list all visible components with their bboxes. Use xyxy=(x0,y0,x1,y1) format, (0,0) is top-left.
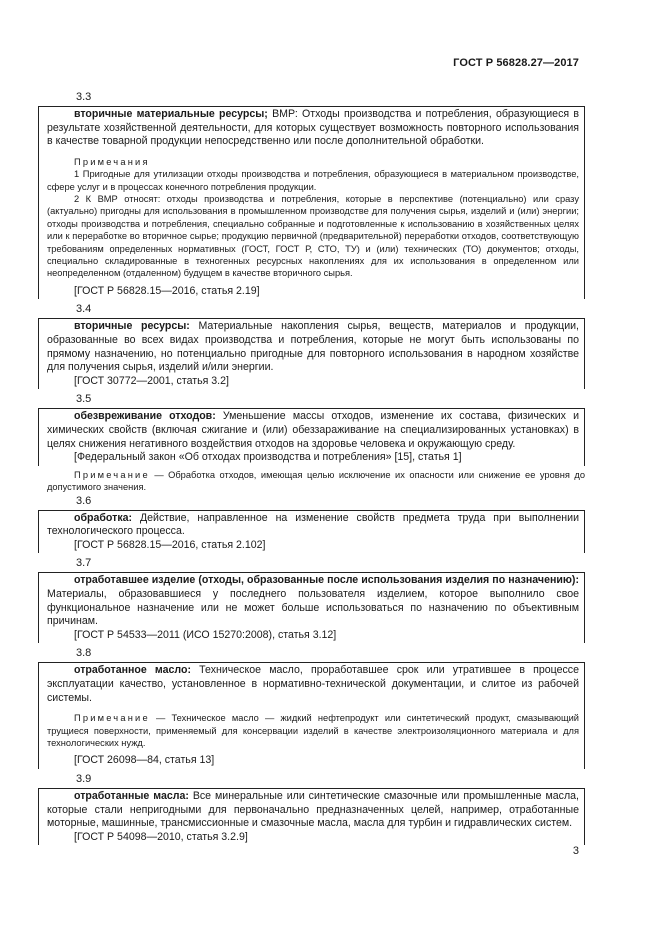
term-reference: [ГОСТ Р 54098—2010, статья 3.2.9] xyxy=(74,830,248,843)
term-number: 3.7 xyxy=(76,557,92,570)
term-text: Действие, направленное на изменение свойств предмета труда при выполнении технологического процесса. xyxy=(47,511,579,538)
term-entry xyxy=(38,302,585,389)
term-entry xyxy=(38,494,585,554)
term-reference: [ГОСТ 30772—2001, статья 3.2] xyxy=(74,374,229,387)
terms-list xyxy=(38,90,585,848)
term-box xyxy=(38,510,585,554)
notes-block xyxy=(47,156,579,280)
term-box xyxy=(38,106,585,299)
term-name: вторичные материальные ресурсы; xyxy=(74,108,268,120)
term-number: 3.3 xyxy=(76,91,92,103)
term-text: ВМР: Отходы производства и потребления, образующиеся в результате хозяйственной деятельности, для которых существует возможность повторного использования в качестве товарной продукции непосредственно или после дополнительной обработки. xyxy=(47,108,579,148)
term-text: Уменьшение массы отходов, изменение их состава, физических и химических свойств (включая сжигание и (или) обеззараживание на специализированных установках) в целях снижения негативного воздействия отходов на здоровье человека и окружающую среду. xyxy=(47,410,579,450)
note-item: 2 К ВМР относят: отходы производства и потребления, которые в перспективе (потенциально) или сразу (актуально) пригодны для использования в промышленном производстве для получения сырья, изделий и (или) энергии; отходы производства и потребления, специально собранные и подготовленные к использованию в хозяйственных целях или к переработке во вторичное сырье; продукцию первичной (предварительной) переработки отходов, соответствующую требованиям определенных нормативных (ГОСТ, ГОСТ Р, СТО, ТУ) и (или) технических (ТО) документов; отходы, специально складированные в техногенных ресурсных накоплениях для их использования в определенном или неопределенном (отдаленном) будущем в качестве вторичного сырья. xyxy=(47,194,579,279)
term-definition xyxy=(47,108,579,149)
note-item xyxy=(47,712,579,749)
term-entry xyxy=(38,772,585,845)
term-name: отработанные масла: xyxy=(74,789,189,802)
term-number: 3.5 xyxy=(76,393,92,406)
term-number: 3.9 xyxy=(76,772,92,785)
term-reference: [ГОСТ Р 56828.15—2016, статья 2.19] xyxy=(74,284,260,297)
term-definition xyxy=(47,574,579,628)
term-definition xyxy=(47,664,579,705)
term-name: обработка: xyxy=(74,511,133,524)
term-box xyxy=(38,662,585,769)
note-text: — Техническое масло — жидкий нефтепродукт или синтетический продукт, смазывающий трущиеся поверхности, применяемый для консервации изделий в качестве электроизоляционного материала и для технологических нужд. xyxy=(47,713,579,748)
term-entry xyxy=(38,90,585,299)
term-box xyxy=(38,318,585,389)
term-reference: [ГОСТ 26098—84, статья 13] xyxy=(74,754,215,767)
term-entry xyxy=(38,556,585,643)
term-reference: [Федеральный закон «Об отходах производства и потребления» [15], статья 1] xyxy=(74,451,462,464)
term-definition xyxy=(47,512,579,539)
term-text: Все минеральные или синтетические смазочные или промышленные масла, которые стали непригодными для первоначально предназначенных целей, например, отработанные моторные, машинные, трансмиссионные и смазочные масла, масла для турбин и гидравлических систем. xyxy=(47,789,579,830)
term-entry xyxy=(38,646,585,769)
term-text: Материальные накопления сырья, веществ, материалов и продукции, образованные во всех видах производства и потребления, которые не могут быть использованы по прямому назначению, но потенциально пригодные для повторного использования в народном хозяйстве для получения сырья, изделий и/или энергии. xyxy=(47,320,579,374)
term-reference: [ГОСТ Р 56828.15—2016, статья 2.102] xyxy=(74,538,266,551)
term-name: обезвреживание отходов: xyxy=(74,410,216,423)
term-text: Техническое масло, проработавшее срок или утратившее в процессе эксплуатации качество, установленное в нормативно-технической документации, и слитое из рабочей системы. xyxy=(47,664,579,704)
term-box xyxy=(38,408,585,465)
term-text: Материалы, образовавшиеся у последнего пользователя изделием, которое выполнило свое функциональное назначение или не может больше использоваться по назначению по объективным причинам. xyxy=(47,587,579,628)
term-definition xyxy=(47,320,579,374)
term-name: отработанное масло: xyxy=(74,664,191,677)
term-number: 3.8 xyxy=(76,647,92,660)
notes-block xyxy=(47,712,579,749)
term-name: отработавшее изделие (отходы, образованные после использования изделия по назначению): xyxy=(74,574,579,587)
note-label: Примечание xyxy=(74,469,150,480)
page-number: 3 xyxy=(572,845,579,857)
term-note xyxy=(38,469,585,494)
term-definition xyxy=(47,790,579,831)
term-reference: [ГОСТ Р 54533—2011 (ИСО 15270:2008), статья 3.12] xyxy=(74,628,337,641)
note-item: 1 Пригодные для утилизации отходы производства и потребления, образующиеся в материальном производстве, сфере услуг и в процессах конечного потребления продукции. xyxy=(47,169,579,192)
term-entry xyxy=(38,392,585,493)
notes-title: Примечания xyxy=(74,156,150,167)
term-name: вторичные ресурсы: xyxy=(74,320,190,333)
term-definition xyxy=(47,410,579,451)
term-box xyxy=(38,788,585,845)
term-number: 3.6 xyxy=(76,494,92,507)
note-text: — Обработка отходов, имеющая целью исключение их опасности или снижение ее уровня до допустимого значения. xyxy=(47,469,585,493)
note-label: Примечание xyxy=(74,713,150,724)
term-number: 3.4 xyxy=(76,303,92,316)
document-header-id: ГОСТ Р 56828.27—2017 xyxy=(453,57,579,69)
term-box xyxy=(38,572,585,643)
